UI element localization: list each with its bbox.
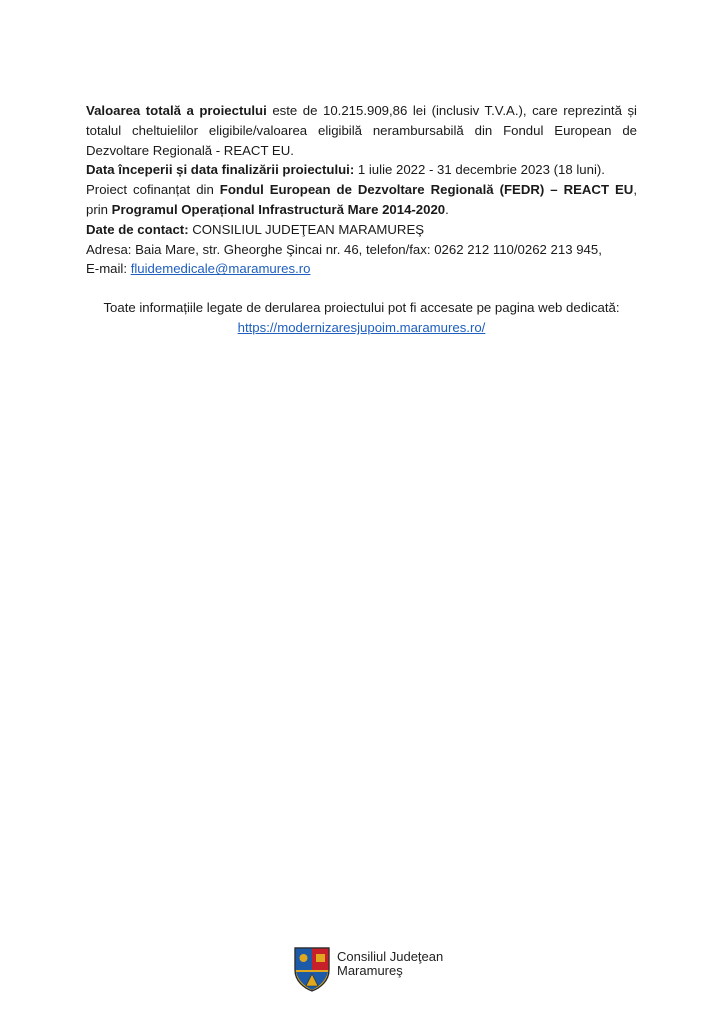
website-link[interactable]: https://modernizaresjupoim.maramures.ro/ bbox=[237, 319, 486, 335]
email-line bbox=[86, 259, 637, 279]
contact-label: Date de contact: bbox=[86, 221, 189, 237]
info-text: Toate informațiile legate de derularea proiectului pot fi accesate pe pagina web dedicată: bbox=[103, 300, 620, 316]
footer-logo-line-1: Consiliul Judeţean bbox=[337, 949, 444, 964]
email-link[interactable]: fluidemedicale@maramures.ro bbox=[130, 261, 311, 277]
cofinance-text-2: , prin bbox=[86, 182, 637, 217]
dates-value: 1 iulie 2022 - 31 decembrie 2023 (18 luni). bbox=[354, 162, 605, 178]
total-value-paragraph bbox=[86, 101, 637, 160]
cofinance-paragraph bbox=[86, 180, 637, 220]
dates-paragraph bbox=[86, 160, 637, 180]
document-body bbox=[86, 101, 637, 338]
cofinance-text-1: Proiect cofinanțat din bbox=[86, 182, 220, 198]
total-value-text: este de 10.215.909,86 lei (inclusiv T.V.A.), care reprezintă și totalul cheltuielilor eligibile/valoarea eligibilă nerambursabilă din Fondul European de Dezvoltare Regională - REACT EU. bbox=[86, 103, 637, 158]
total-value-label: Valoarea totală a proiectului bbox=[86, 103, 267, 118]
footer-logo-line-2: Maramureş bbox=[337, 963, 403, 978]
cofinance-program-name: Programul Operațional Infrastructură Mare 2014-2020 bbox=[111, 201, 446, 217]
footer-logo bbox=[292, 944, 452, 994]
spacer bbox=[86, 279, 637, 298]
email-label: E-mail: bbox=[86, 261, 131, 277]
cofinance-text-3: . bbox=[445, 201, 449, 217]
dates-label: Data începerii și data finalizării proiectului: bbox=[86, 162, 355, 178]
cofinance-fund-name: Fondul European de Dezvoltare Regională (FEDR) – REACT EU bbox=[219, 182, 634, 198]
info-url-line bbox=[86, 318, 637, 338]
county-coat-of-arms-icon bbox=[292, 944, 332, 992]
contact-paragraph bbox=[86, 220, 637, 240]
footer-logo-text bbox=[337, 950, 443, 978]
contact-value: CONSILIUL JUDEŢEAN MARAMUREŞ bbox=[188, 221, 425, 237]
address-line: Adresa: Baia Mare, str. Gheorghe Şincai nr. 46, telefon/fax: 0262 212 110/0262 213 945, bbox=[86, 241, 602, 257]
